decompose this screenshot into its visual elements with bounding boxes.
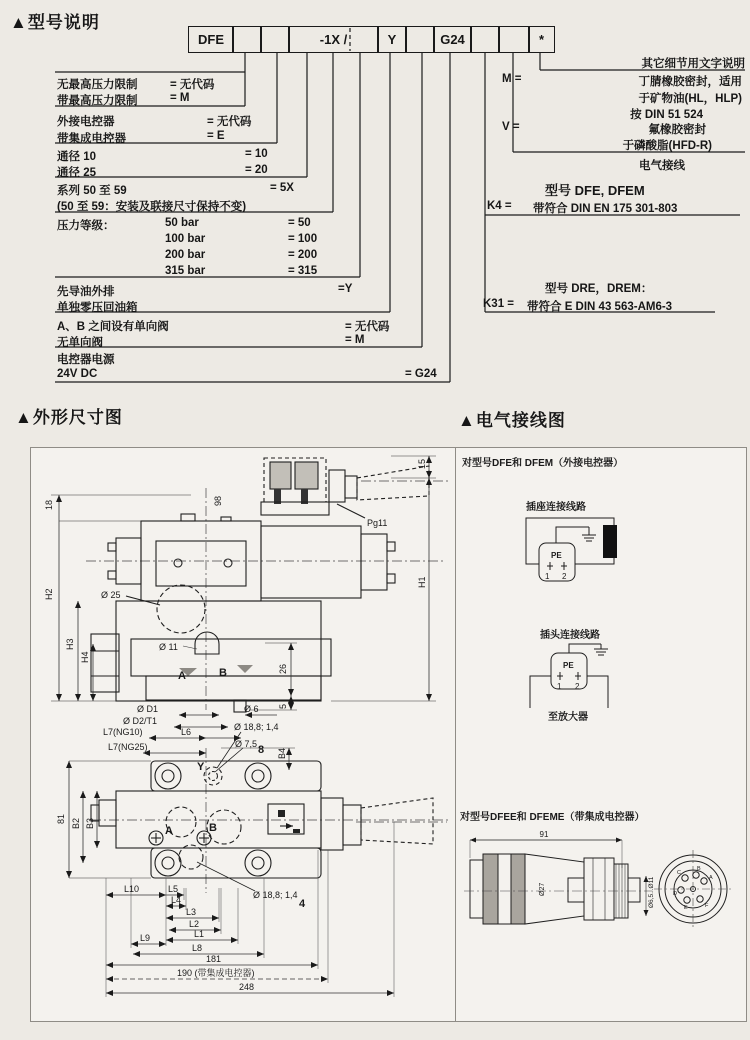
dim-dia27: Ø27 (539, 882, 546, 896)
option-code: = E (207, 130, 225, 142)
dim-dia-range: Ø6,5...Ø11 (648, 876, 655, 908)
k4-text: 带符合 DIN EN 175 301-803 (533, 203, 678, 215)
dim-190: 190 (带集成电控器) (177, 968, 255, 978)
dim-5: 5 (278, 703, 288, 709)
dimension-drawing-panel (30, 447, 457, 1022)
model-code-box-2 (232, 26, 262, 53)
wiring-panel (455, 447, 747, 1022)
option-label: 无单向阀 (57, 337, 103, 349)
box-label: * (538, 32, 545, 47)
option-label: (50 至 59：安装及联接尺寸保持不变) (57, 201, 247, 213)
option-row (57, 92, 190, 108)
option-row (57, 334, 365, 350)
socket-pin1-label: 1 (545, 572, 550, 581)
option-label: A、B 之间设有单向阀 (57, 321, 169, 333)
option-label: 通径 25 (57, 167, 96, 179)
dimensions-title: ▲外形尺寸图 (15, 408, 123, 427)
seal-m-line1: 丁腈橡胶密封，适用 (638, 76, 742, 88)
dim-h1: H1 (417, 576, 427, 588)
option-label: 通径 10 (57, 151, 96, 163)
dim-8: 8 (258, 744, 265, 756)
option-row (57, 148, 268, 164)
model-code-title: ▲型号说明 (10, 13, 100, 32)
dim-dia75: Ø 7,5 (235, 739, 258, 749)
dim-h3: H3 (65, 638, 75, 650)
option-label: 单独零压回油箱 (57, 302, 138, 314)
dim-l1: L1 (194, 929, 205, 939)
option-label: 无最高压力限制 (57, 79, 138, 91)
end-pin-b: B (697, 866, 701, 872)
option-code: = 100 (288, 233, 318, 245)
box-label: Y (387, 32, 397, 47)
dim-91: 91 (539, 830, 549, 839)
option-sub: 100 bar (165, 233, 206, 245)
dim-dia188-top: Ø 18,8; 1,4 (234, 722, 279, 732)
option-row (57, 283, 353, 299)
box-label: DFE (198, 32, 224, 47)
dim-l10: L10 (124, 884, 140, 894)
k31-text: 带符合 E DIN 43 563-AM6-3 (527, 301, 673, 313)
option-label: 系列 50 至 59 (57, 185, 127, 197)
dim-248: 248 (239, 982, 255, 992)
model-code-box-5 (377, 26, 407, 53)
plug-pin1-label: 1 (557, 682, 562, 691)
port-b-label-plan: B (209, 822, 217, 834)
box-label: -1X / (319, 32, 348, 47)
option-label: 电控器电源 (57, 354, 115, 366)
dimension-drawing (31, 448, 456, 1021)
dim-diaD1: Ø D1 (137, 704, 159, 714)
dim-dia188-bot: Ø 18,8; 1,4 (253, 890, 298, 900)
option-code: =Y (338, 283, 353, 295)
socket-pe-label: PE (551, 551, 562, 560)
option-label: 先导油外排 (57, 286, 115, 298)
wiring-dfe-title: 对型号DFE和 DFEM（外接电控器） (462, 458, 624, 469)
dim-l9: L9 (140, 933, 151, 943)
model-code-box-6 (405, 26, 435, 53)
k31-key: K31 = (483, 298, 515, 310)
seal-v-key: V = (502, 121, 520, 133)
dim-26: 26 (278, 663, 288, 674)
option-code: = 无代码 (170, 79, 215, 91)
dim-98: 98 (213, 495, 223, 506)
end-pin-a: A (709, 875, 713, 881)
option-code: = M (170, 92, 190, 104)
dim-h2: H2 (44, 588, 54, 600)
wiring-dfee-title: 对型号DFEE和 DFEME（带集成电控器） (460, 812, 645, 823)
option-row (57, 351, 115, 367)
model-code-box-4 (288, 26, 379, 53)
dim-l7ng25: L7(NG25) (108, 742, 148, 752)
seal-m-key: M = (502, 73, 522, 85)
option-row (57, 113, 252, 129)
dim-b3: B3 (85, 817, 95, 829)
model-code-box-10 (528, 26, 555, 53)
socket-pin2-label: 2 (562, 572, 567, 581)
option-label: 外接电控器 (57, 116, 115, 128)
dim-l7ng10: L7(NG10) (103, 727, 143, 737)
end-pin-c: C (677, 870, 681, 876)
dim-18: 18 (44, 499, 54, 510)
dim-dia25: Ø 25 (101, 590, 121, 600)
dim-l8: L8 (192, 943, 203, 953)
dim-pg11: Pg11 (367, 518, 388, 528)
wiring-diagram (456, 448, 746, 1021)
dim-l3: L3 (186, 907, 197, 917)
option-row (57, 198, 246, 214)
option-row (57, 76, 215, 92)
option-code: = 315 (288, 265, 318, 277)
y-port-label: Y (197, 761, 205, 773)
dim-dia6: Ø 6 (244, 704, 259, 714)
k4-key: K4 = (487, 200, 512, 212)
dim-4: 4 (299, 898, 306, 910)
plug-pin2-label: 2 (575, 682, 580, 691)
dre-heading: 型号 DRE，DREM： (545, 283, 653, 295)
option-row (57, 217, 311, 233)
dfe-heading: 型号 DFE, DFEM (545, 183, 645, 198)
option-row (57, 164, 268, 180)
socket-circuit-label: 插座连接线路 (526, 502, 586, 513)
dim-81: 81 (56, 813, 66, 824)
dim-15: 15 (417, 458, 427, 469)
option-label: 带最高压力限制 (57, 95, 138, 107)
seal-v-line1: 氟橡胶密封 (648, 124, 706, 136)
option-code: = 20 (245, 164, 268, 176)
option-sub: 200 bar (165, 249, 206, 261)
dim-h4: H4 (80, 651, 90, 663)
option-label: 压力等级： (57, 220, 115, 232)
elec-conn-heading: 电气接线 (639, 160, 685, 172)
dim-diaD2T1: Ø D2/T1 (123, 716, 158, 726)
port-a-label-plan: A (165, 825, 173, 837)
plug-pe-label: PE (563, 661, 574, 670)
end-pin-d: D (673, 891, 677, 897)
dim-181: 181 (206, 954, 222, 964)
model-code-box-3 (260, 26, 290, 53)
option-code: = 10 (245, 148, 268, 160)
option-label: 24V DC (57, 368, 98, 380)
option-row (57, 299, 138, 315)
wiring-title: ▲电气接线图 (458, 411, 566, 430)
end-pin-f: F (705, 903, 709, 909)
dim-l2: L2 (189, 919, 200, 929)
option-row (57, 318, 390, 334)
seal-m-line2: 于矿物油(HL，HLP) (638, 93, 742, 105)
option-row (57, 182, 294, 198)
port-b-label: B (219, 667, 227, 679)
option-sub: 315 bar (165, 265, 206, 277)
end-pin-e: E (684, 905, 688, 911)
dim-b2: B2 (71, 817, 81, 829)
option-code: = M (345, 334, 365, 346)
option-code: = 无代码 (345, 321, 390, 333)
model-code-box-9 (498, 26, 530, 53)
option-row (57, 368, 437, 380)
plug-circuit-label: 插头连接线路 (540, 630, 600, 641)
option-code: = G24 (405, 368, 437, 380)
other-note: 其它细节用文字说明 (641, 58, 745, 70)
option-row (57, 130, 225, 146)
dim-l6: L6 (181, 727, 192, 737)
box-label: G24 (440, 32, 465, 47)
option-code: = 200 (288, 249, 318, 261)
dim-dia11: Ø 11 (159, 642, 178, 652)
seal-m-line3: 按 DIN 51 524 (630, 109, 703, 121)
option-code: = 无代码 (207, 116, 252, 128)
model-code-box-1 (188, 26, 234, 53)
dim-b4: B4 (277, 747, 287, 759)
option-code: = 5X (270, 182, 294, 194)
seal-v-line2: 于磷酸脂(HFD-R) (622, 140, 712, 152)
model-code-box-8 (470, 26, 500, 53)
option-label: 带集成电控器 (57, 133, 126, 145)
port-a-label: A (178, 670, 186, 682)
dim-l4: L4 (171, 895, 182, 905)
model-code-box-7 (433, 26, 472, 53)
amplifier-label: 至放大器 (548, 712, 588, 723)
option-sub: 50 bar (165, 217, 199, 229)
option-code: = 50 (288, 217, 311, 229)
dim-l5: L5 (168, 884, 179, 894)
